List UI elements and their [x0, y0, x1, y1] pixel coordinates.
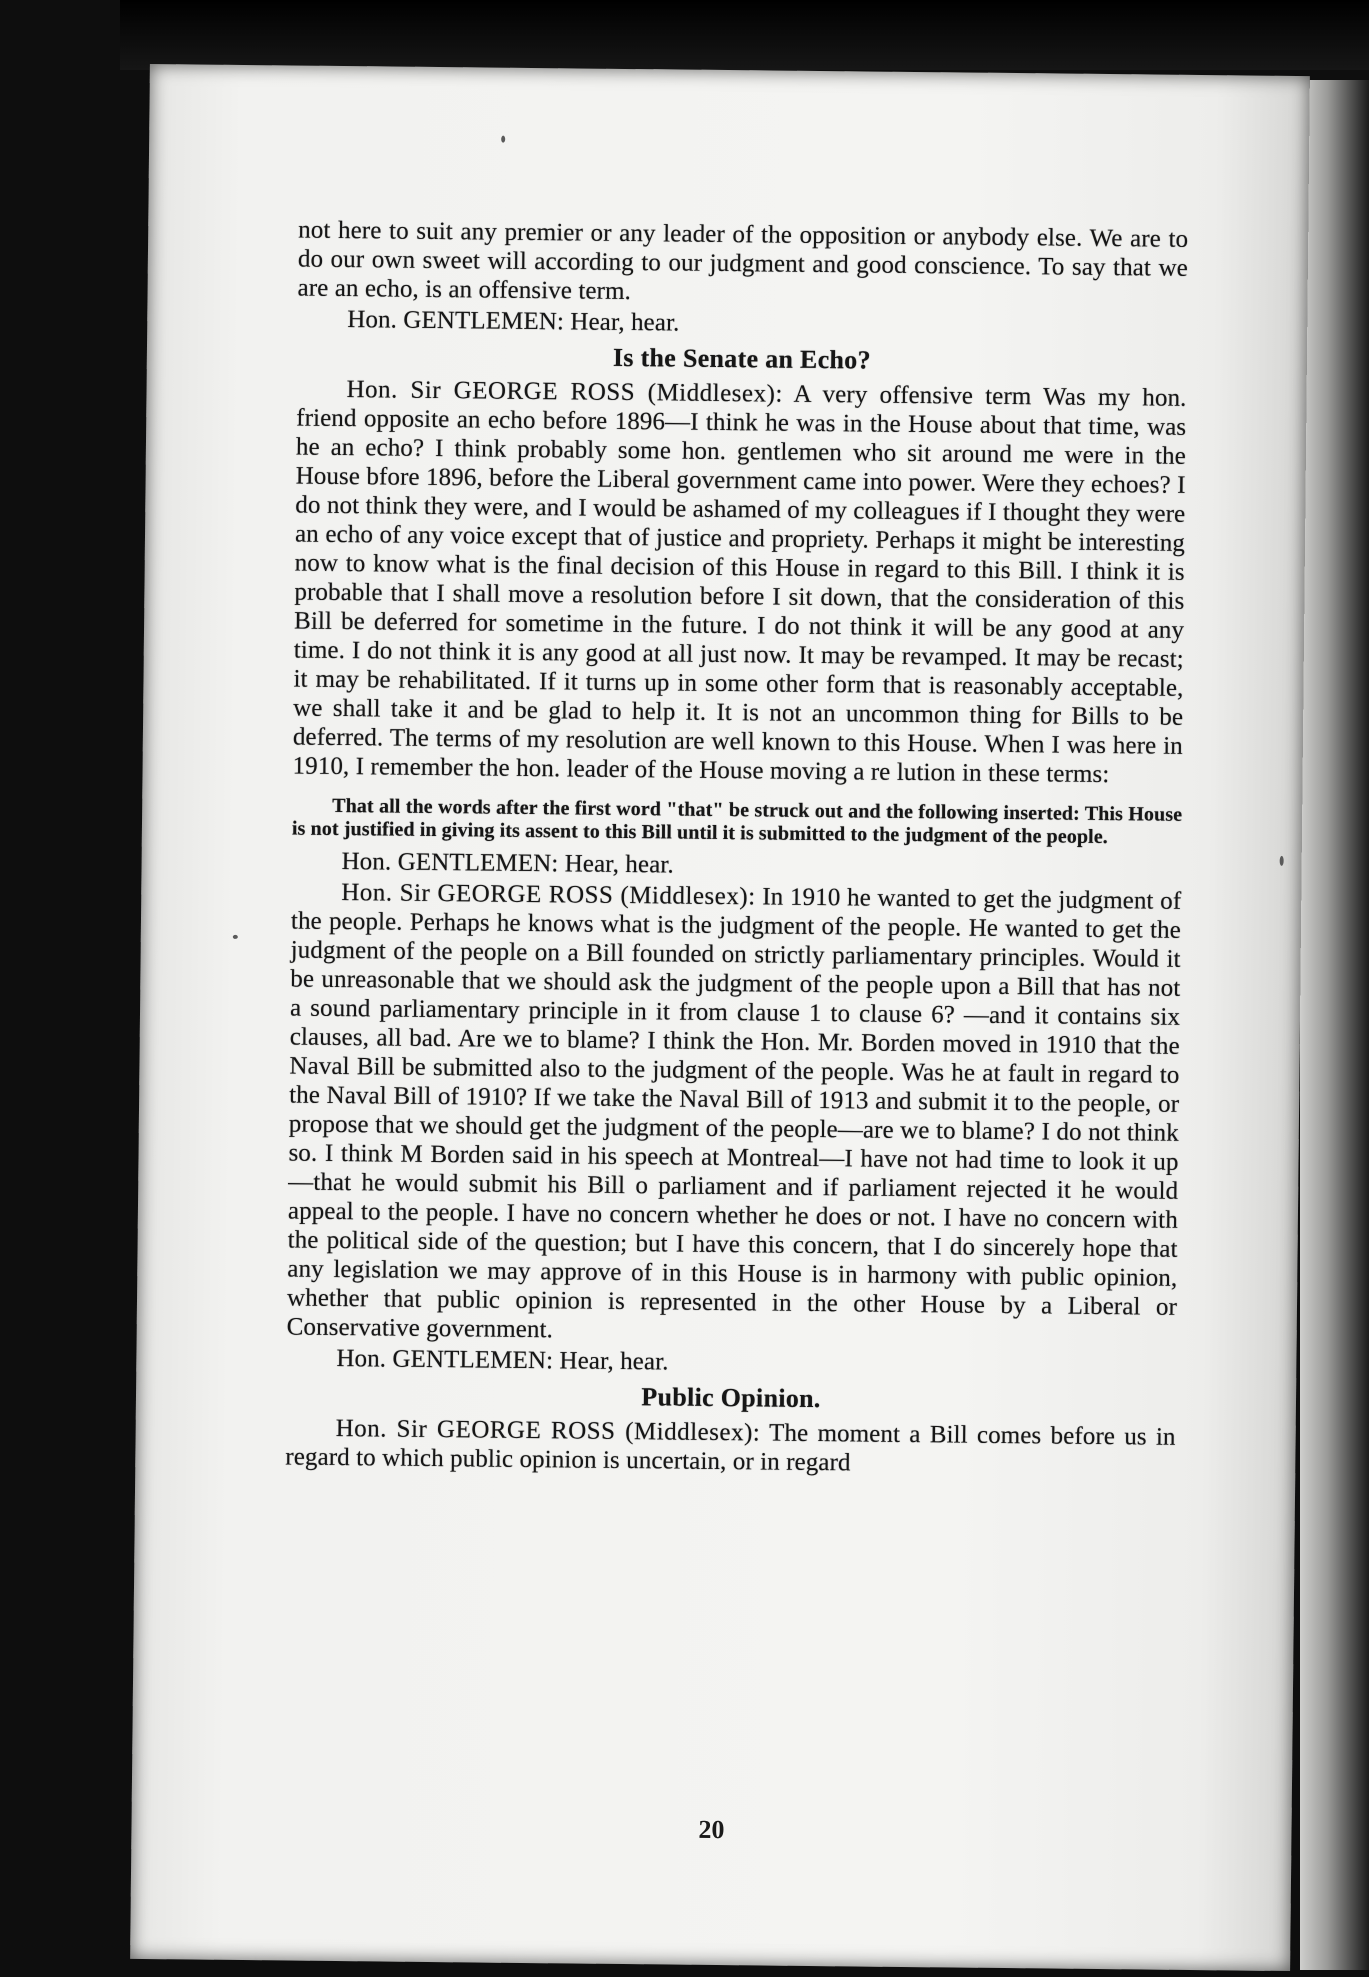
- speech-text: A very offensive term Was my hon. friend opposite an echo before 1896—I think he was in the House about that time, was he an echo? I think probably some hon. gentlemen who sit around me were in the House bfore 1896, before the Liberal government came into power. Were they echoes? I do not think they were, and I would be ashamed of my colleagues if I thought they were an echo of any voice except that of justice and propriety. Perhaps it might be interesting now to know what is the final decision of this House in regard to this Bill. I think it is probable that I shall move a resolution before I sit down, that the consideration of this Bill be deferred for sometime in the future. I do not think it will be any good at any time. I do not think it is any good at all just now. It may be revamped. It may be recast; it may be rehabilitated. If it turns up in some other form that is reasonably acceptable, we shall take it and be glad to help it. It is not an uncommon thing for Bills to be deferred. The terms of my resolution are well known to this House. When I was here in 1910, I remember the hon. leader of the House moving a re lution in these terms:: [292, 380, 1187, 789]
- ross-speech-paragraph: [285, 1413, 1176, 1480]
- speech-text: In 1910 he wanted to get the judgment of the people. Perhaps he knows what is the judgment of the people. He wanted to get the judgment of the people on a Bill founded on strictly parliamentary principles. Would it be unreasonable that we should ask the judgment of the people upon a Bill that has not a sound parliamentary principle in it from clause 1 to clause 6? —and it contains six clauses, all bad. Are we to blame? I think the Hon. Mr. Borden moved in 1910 that the Naval Bill be submitted also to the judgment of the people. Was he at fault in regard to the Naval Bill of 1910? If we take the Naval Bill of 1913 and submit it to the people, or propose that we should get the judgment of the people—are we to blame? I do not think so. I think M Borden said in his speech at Montreal—I have not had time to look it up—that he would submit his Bill o parliament and if parliament rejected it he would appeal to the people. I have no concern whether he does or not. I have no concern with the political side of the question; but I have this concern, that I do sincerely hope that any legislation we may approve of in this House is in harmony with public opinion, whether that public opinion is represented in the other House by a Liberal or Conservative government.: [286, 883, 1182, 1344]
- section-heading: Public Opinion.: [641, 1382, 821, 1414]
- page-number: 20: [698, 1814, 725, 1845]
- ross-speech-paragraph: [292, 375, 1186, 790]
- scan-right-border: [1300, 80, 1369, 1970]
- gentlemen-reply: Hon. GENTLEMEN: Hear, hear.: [336, 1345, 669, 1376]
- scan-speck: [233, 935, 238, 939]
- speech-text: The moment a Bill comes before us in regard to which public opinion is uncertain, or in regard: [285, 1419, 1176, 1477]
- speaker-name: Hon. Sir GEORGE ROSS (Middlesex):: [346, 376, 783, 408]
- scan-speck: [1280, 856, 1284, 866]
- speaker-name: Hon. Sir GEORGE ROSS (Middlesex):: [341, 879, 756, 911]
- speaker-name: Hon. Sir GEORGE ROSS (Middlesex):: [335, 1414, 761, 1447]
- ross-speech-paragraph: [287, 878, 1182, 1351]
- gentlemen-reply: Hon. GENTLEMEN: Hear, hear.: [347, 306, 680, 337]
- section-heading: Is the Senate an Echo?: [612, 342, 872, 375]
- scan-top-border: [120, 0, 1369, 70]
- opening-paragraph: not here to suit any premier or any leader of the opposition or anybody else. We are to do our own sweet will according to our judgment and good conscience. To say that we are an echo, is an offensive term.: [297, 216, 1189, 306]
- resolution-quote: That all the words after the first word "that" be struck out and the following inserted: This House is not justified in giving its assent to this Bill until it is submitted to the judgment of the people.: [291, 794, 1183, 849]
- gentlemen-reply: Hon. GENTLEMEN: Hear, hear.: [341, 848, 674, 879]
- page-text-block: [285, 216, 1188, 1481]
- scanned-page: [130, 64, 1310, 1971]
- scan-speck: [501, 136, 505, 143]
